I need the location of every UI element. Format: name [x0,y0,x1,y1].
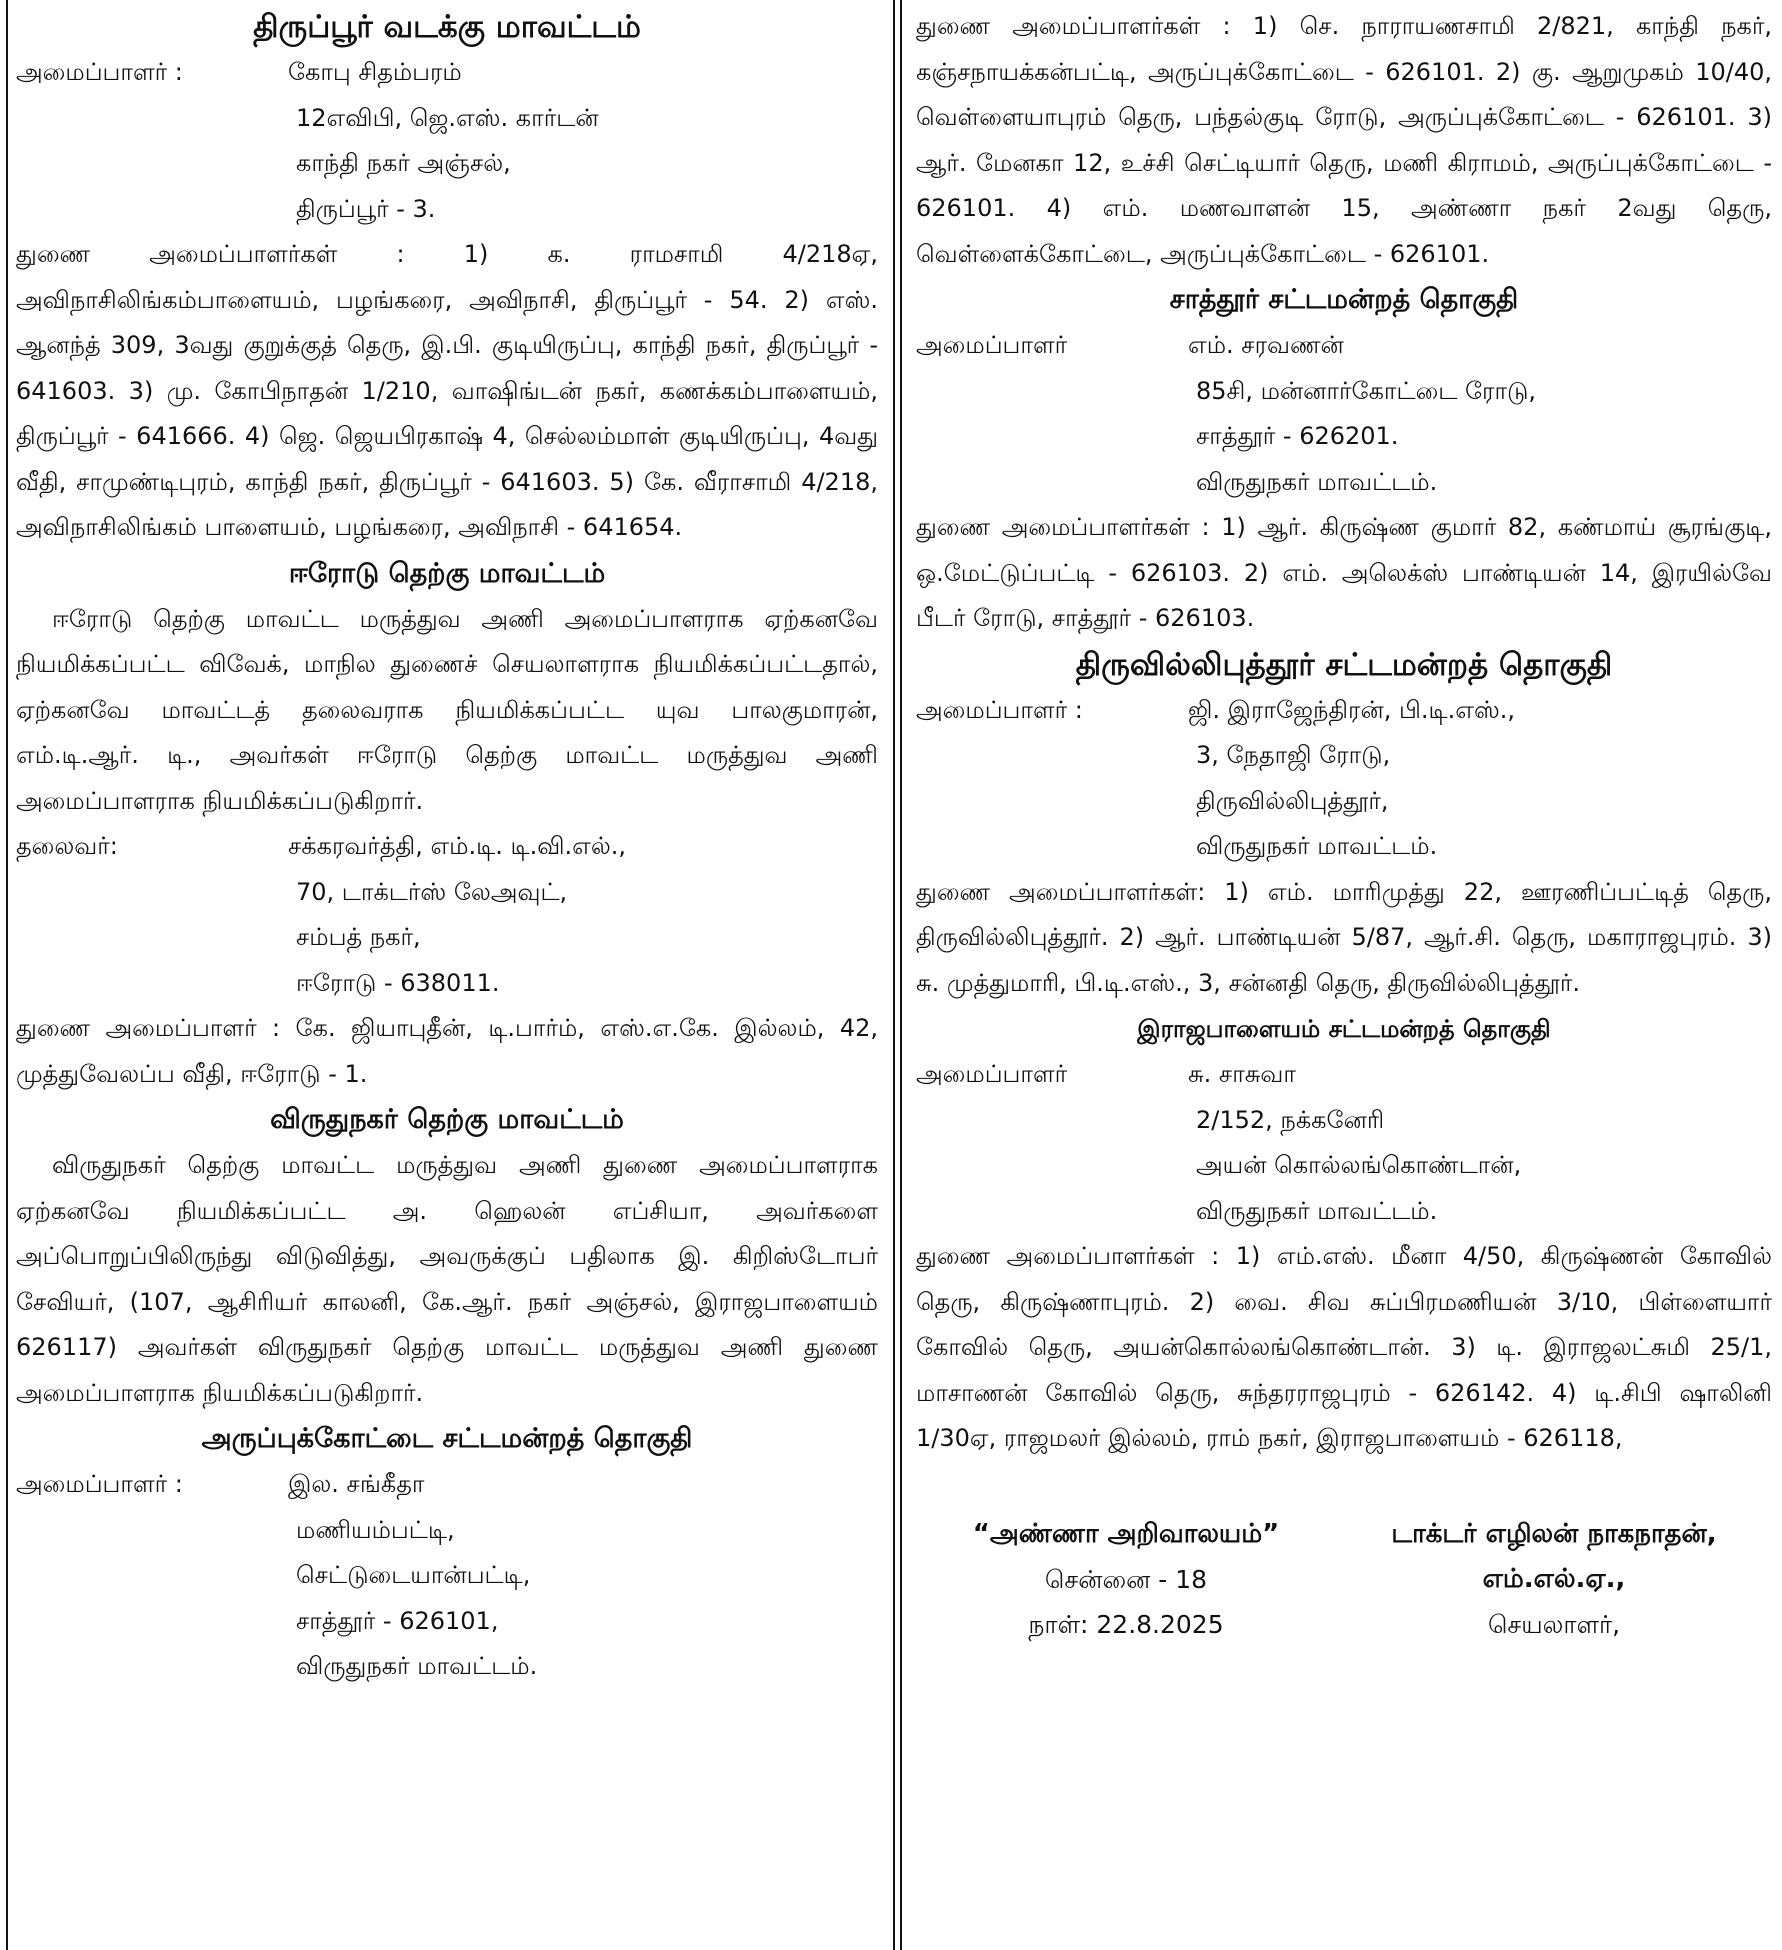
place-date-block [916,1512,1336,1647]
organizer-label: அமைப்பாளர் : [16,58,183,86]
organizer-row [916,323,1772,369]
issue-date: நாள்: 22.8.2025 [1028,1609,1224,1639]
signature-block [916,1512,1772,1647]
section-title-tiruppur-north: திருப்பூர் வடக்கு மாவட்டம் [253,9,641,45]
place-name: “அண்ணா அறிவாலயம்” [972,1518,1280,1549]
address-line: திருப்பூர் - 3. [296,194,436,223]
organizer-name: எம். சரவணன் [1188,331,1344,359]
address-line: 3, நேதாஜி ரோடு, [1196,741,1391,769]
address-line: சாத்தூர் - 626101, [296,1606,499,1635]
president-row [16,824,878,870]
organizer-label: அமைப்பாளர் : [916,695,1083,724]
signatory-degree: எம்.எல்.ஏ., [1482,1563,1626,1594]
signatory-name: டாக்டர் எழிலன் நாகநாதன், [1391,1518,1717,1549]
virudhunagar-appointment-paragraph: விருதுநகர் தெற்கு மாவட்ட மருத்துவ அணி துணை அமைப்பாளராக ஏற்கனவே நியமிக்கப்பட்ட அ. ஹெலன் எப்சியா, அவர்களை அப்பொறுப்பிலிருந்து விடுவித்து, அவருக்குப் பதிலாக இ. கிறிஸ்டோபர் சேவியர், (107, ஆசிரியர் காலனி, கே.ஆர். நகர் அஞ்சல், இராஜபாளையம் 626117) அவர்கள் விருதுநகர் தெற்கு மாவட்ட மருத்துவ அணி துணை அமைப்பாளராக நியமிக்கப்படுகிறார். [16,1151,878,1407]
address-line: 70, டாக்டர்ஸ் லேஅவுட், [296,877,568,906]
signatory-role: செயலாளர், [1487,1609,1621,1639]
organizer-row [16,50,878,96]
organizer-name: இல. சங்கீதா [288,1470,425,1498]
address-line: விருதுநகர் மாவட்டம். [1196,832,1438,860]
organizer-name: சு. சாசுவா [1188,1060,1296,1088]
address-line: சம்பத் நகர், [296,923,421,951]
deputy-organizer-paragraph: துணை அமைப்பாளர் : கே. ஜியாபுதீன், டி.பார்ம், எஸ்.எ.கே. இல்லம், 42, முத்துவேலப்ப வீதி, ஈரோடு - 1. [16,1014,878,1088]
aruppukottai-deputies-paragraph: துணை அமைப்பாளர்கள் : 1) செ. நாராயணசாமி 2/821, காந்தி நகர், கஞ்சநாயக்கன்பட்டி, அருப்புக்கோட்டை - 626101. 2) கு. ஆறுமுகம் 10/40, வெள்ளையாபுரம் தெரு, பந்தல்குடி ரோடு, அருப்புக்கோட்டை - 626101. 3) ஆர். மேனகா 12, உச்சி செட்டியார் தெரு, மணி கிராமம், அருப்புக்கோட்டை - 626101. 4) எம். மணவாளன் 15, அண்ணா நகர் 2வது தெரு, வெள்ளைக்கோட்டை, அருப்புக்கோட்டை - 626101. [916,12,1772,268]
address-line: காந்தி நகர் அஞ்சல், [296,149,511,177]
organizer-label: அமைப்பாளர் : [16,1470,183,1498]
section-title-rajapalayam: இராஜபாளையம் சட்டமன்றத் தொகுதி [1137,1015,1551,1043]
right-column [900,0,1780,1950]
address-line: அயன் கொல்லங்கொண்டான், [1196,1151,1522,1179]
column-divider [893,0,895,1950]
address-line: சாத்தூர் - 626201. [1196,422,1399,450]
organizer-row [916,688,1772,734]
left-column [6,0,886,1950]
address-line: மணியம்பட்டி, [296,1515,455,1544]
section-title-erode-south: ஈரோடு தெற்கு மாவட்டம் [288,557,606,589]
president-name: சக்கரவர்த்தி, எம்.டி. டி.வி.எல்., [288,832,627,860]
deputy-organizers-paragraph: துணை அமைப்பாளர்கள் : 1) க. ராமசாமி 4/218ஏ, அவிநாசிலிங்கம்பாளையம், பழங்கரை, அவிநாசி, திருப்பூர் - 54. 2) எஸ். ஆனந்த் 309, 3வது குறுக்குத் தெரு, இ.பி. குடியிருப்பு, காந்தி நகர், திருப்பூர் - 641603. 3) மு. கோபிநாதன் 1/210, வாஷிங்டன் நகர், கணக்கம்பாளையம், திருப்பூர் - 641666. 4) ஜெ. ஜெயபிரகாஷ் 4, செல்லம்மாள் குடியிருப்பு, 4வது வீதி, சாமுண்டிபுரம், காந்தி நகர், திருப்பூர் - 641603. 5) கே. வீராசாமி 4/218, அவிநாசிலிங்கம் பாளையம், பழங்கரை, அவிநாசி - 641654. [16,240,878,541]
city-name: சென்னை - 18 [1044,1564,1208,1594]
address-line: 12எவிபி, ஜெ.எஸ். கார்டன் [296,103,599,132]
address-line: செட்டுடையான்பட்டி, [296,1561,531,1589]
address-line: 2/152, நக்கனேரி [1196,1105,1385,1134]
section-title-sattur: சாத்தூர் சட்டமன்றத் தொகுதி [1169,284,1519,315]
organizer-label: அமைப்பாளர் [916,331,1068,359]
organizer-row [16,1462,878,1508]
organizer-name: கோபு சிதம்பரம் [288,58,462,86]
organizer-label: அமைப்பாளர் [916,1060,1068,1088]
organizer-row [916,1052,1772,1098]
sattur-deputies-paragraph: துணை அமைப்பாளர்கள் : 1) ஆர். கிருஷ்ண குமார் 82, கண்மாய் சூரங்குடி, ஒ.மேட்டுப்பட்டி - 626103. 2) எம். அலெக்ஸ் பாண்டியன் 14, இரயில்வே பீடர் ரோடு, சாத்தூர் - 626103. [916,513,1772,632]
section-title-virudhunagar-south: விருதுநகர் தெற்கு மாவட்டம் [270,1104,624,1135]
section-title-aruppukottai: அருப்புக்கோட்டை சட்டமன்றத் தொகுதி [201,1423,693,1454]
address-line: 85சி, மன்னார்கோட்டை ரோடு, [1196,376,1537,405]
erode-appointment-paragraph: ஈரோடு தெற்கு மாவட்ட மருத்துவ அணி அமைப்பாளராக ஏற்கனவே நியமிக்கப்பட்ட விவேக், மாநில துணைச் செயலாளராக நியமிக்கப்பட்டதால், ஏற்கனவே மாவட்டத் தலைவராக நியமிக்கப்பட்ட யுவ பாலகுமாரன், எம்.டி.ஆர். டி., அவர்கள் ஈரோடு தெற்கு மாவட்ட மருத்துவ அணி அமைப்பாளராக நியமிக்கப்படுகிறார். [16,604,878,815]
president-label: தலைவர்: [16,832,118,860]
address-line: திருவில்லிபுத்தூர், [1196,786,1389,815]
address-line: விருதுநகர் மாவட்டம். [1196,1196,1438,1225]
rajapalayam-deputies-paragraph: துணை அமைப்பாளர்கள் : 1) எம்.எஸ். மீனா 4/50, கிருஷ்ணன் கோவில் தெரு, கிருஷ்ணாபுரம். 2) வை. சிவ சுப்பிரமணியன் 3/10, பிள்ளையார் கோவில் தெரு, அயன்கொல்லங்கொண்டான். 3) டி. இராஜலட்சுமி 25/1, மாசாணன் கோவில் தெரு, சுந்தரராஜபுரம் - 626142. 4) டி.சிபி ஷாலினி 1/30ஏ, ராஜமலர் இல்லம், ராம் நகர், இராஜபாளையம் - 626118, [916,1242,1772,1452]
organizer-name: ஜி. இராஜேந்திரன், பி.டி.எஸ்., [1188,695,1515,724]
section-title-srivilliputhur: திருவில்லிபுத்தூர் சட்டமன்றத் தொகுதி [1075,646,1613,683]
srivilliputhur-deputies-paragraph: துணை அமைப்பாளர்கள்: 1) எம். மாரிமுத்து 22, ஊரணிப்பட்டித் தெரு, திருவில்லிபுத்தூர். 2) ஆர். பாண்டியன் 5/87, ஆர்.சி. தெரு, மகாராஜபுரம். 3) சு. முத்துமாரி, பி.டி.எஸ்., 3, சன்னதி தெரு, திருவில்லிபுத்தூர். [916,877,1772,997]
address-line: விருதுநகர் மாவட்டம். [1196,467,1438,496]
address-line: விருதுநகர் மாவட்டம். [296,1652,538,1680]
address-line: ஈரோடு - 638011. [296,968,500,997]
signatory-block [1336,1512,1772,1647]
